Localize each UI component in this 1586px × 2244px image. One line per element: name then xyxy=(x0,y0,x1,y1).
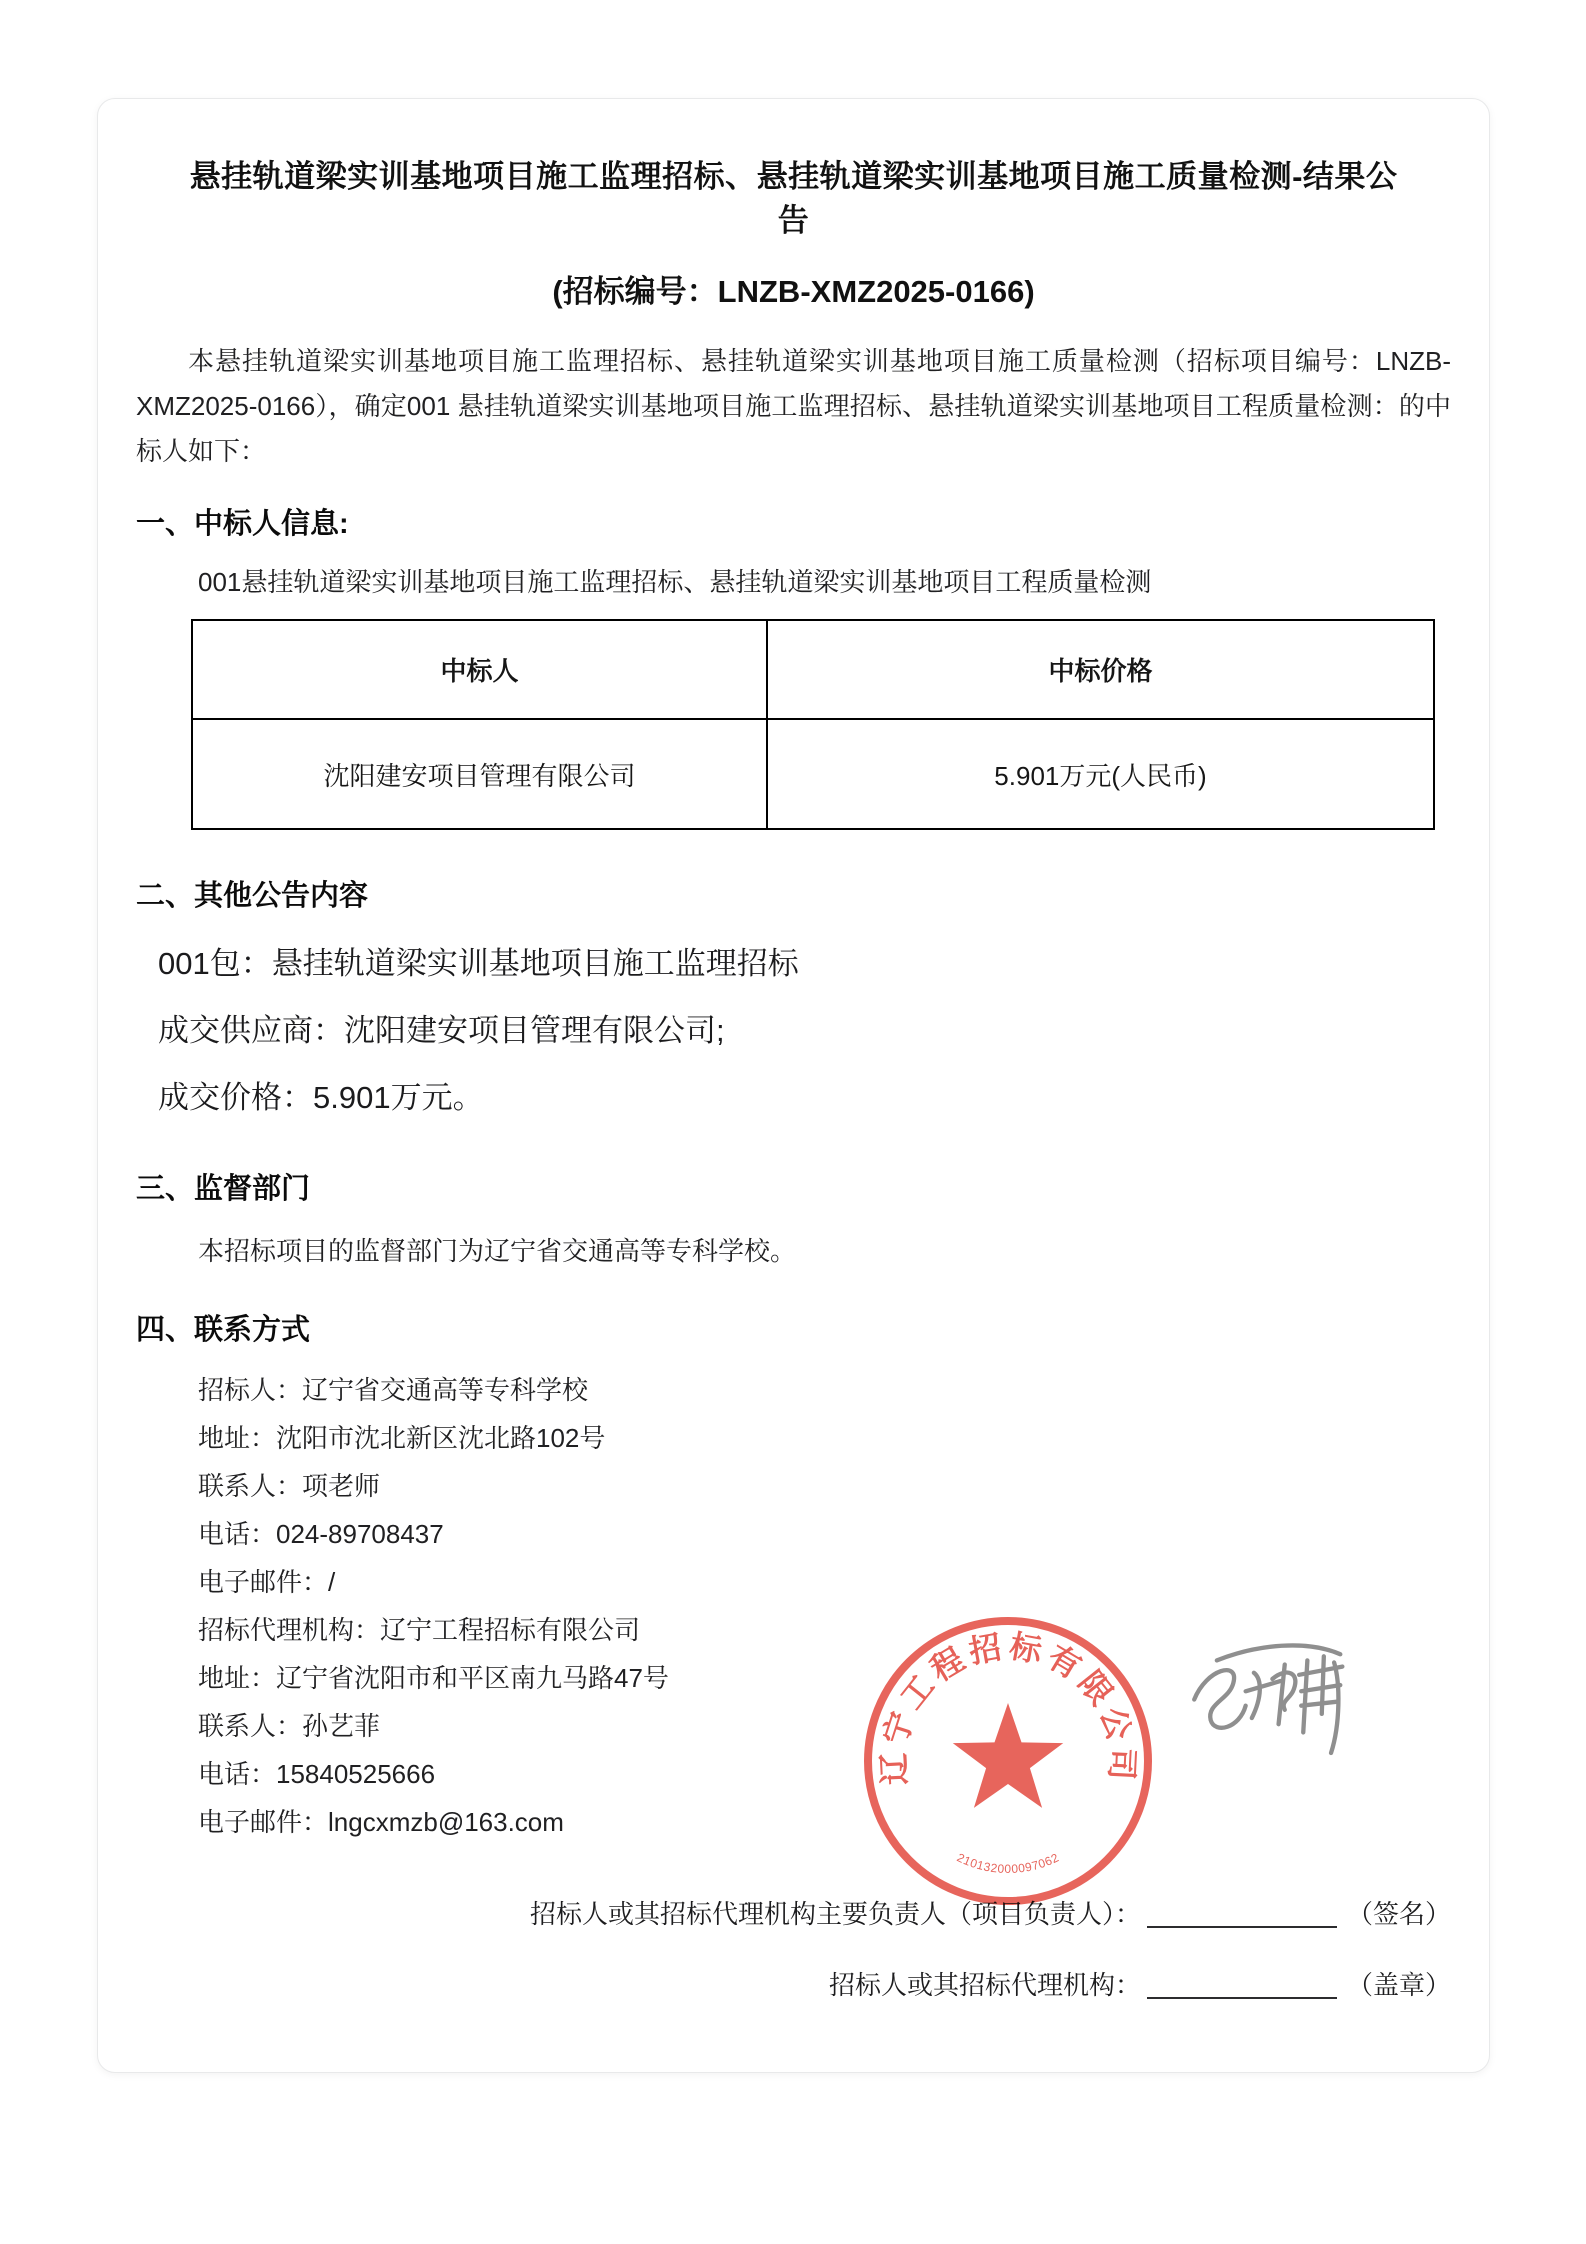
winner-table-header-row xyxy=(192,620,1434,719)
winner-table xyxy=(191,619,1435,830)
contact-line: 联系人：孙艺菲 xyxy=(198,1711,381,1741)
signoff-seal-label: 招标人或其招标代理机构： xyxy=(828,1970,1141,2000)
tender-number: (招标编号：LNZB-XMZ2025-0166) xyxy=(552,274,1035,309)
announcement-title: 悬挂轨道梁实训基地项目施工监理招标、悬挂轨道梁实训基地项目施工质量检测-结果公告 xyxy=(189,159,1398,238)
winner-package-title: 001悬挂轨道梁实训基地项目施工监理招标、悬挂轨道梁实训基地项目工程质量检测 xyxy=(198,567,1152,597)
contact-line: 地址：沈阳市沈北新区沈北路102号 xyxy=(198,1423,606,1453)
section-other-heading: 二、其他公告内容 xyxy=(136,880,369,912)
seal-blank-line xyxy=(1147,1969,1337,1999)
winner-name-cell: 沈阳建安项目管理有限公司 xyxy=(192,719,767,829)
contact-line: 电话：024-89708437 xyxy=(198,1519,444,1549)
contact-line: 招标人：辽宁省交通高等专科学校 xyxy=(198,1375,589,1405)
price-line: 成交价格：5.901万元。 xyxy=(158,1080,484,1115)
winner-price-cell: 5.901万元(人民币) xyxy=(767,719,1434,829)
contact-line: 电话：15840525666 xyxy=(198,1759,436,1789)
other-announcement-content xyxy=(136,930,1451,1131)
signoff-signature-suffix: （签名） xyxy=(1346,1899,1451,1929)
contact-line: 地址：辽宁省沈阳市和平区南九马路47号 xyxy=(198,1663,669,1693)
winner-table-header-bidder: 中标人 xyxy=(192,620,767,719)
seal-registration-code: 210132000097062 xyxy=(954,1850,1062,1877)
section-winner-heading: 一、中标人信息: xyxy=(136,508,349,540)
winner-table-header-price: 中标价格 xyxy=(767,620,1434,719)
signoff-signature-row xyxy=(136,1894,1451,1931)
section-supervision-heading: 三、监督部门 xyxy=(136,1173,311,1205)
contact-info-list xyxy=(136,1366,1451,1846)
supervision-body: 本招标项目的监督部门为辽宁省交通高等专科学校。 xyxy=(198,1236,797,1266)
signoff-seal-suffix: （盖章） xyxy=(1346,1970,1451,2000)
contact-line: 电子邮件：/ xyxy=(198,1567,336,1597)
seal-company-name: 辽宁工程招标有限公司 xyxy=(875,1627,1141,1786)
section-contact-heading: 四、联系方式 xyxy=(136,1314,311,1346)
signoff-seal-row xyxy=(136,1965,1451,2002)
supplier-line: 成交供应商：沈阳建安项目管理有限公司; xyxy=(158,1013,725,1048)
announcement-card xyxy=(97,98,1490,2073)
signature-blank-line xyxy=(1147,1898,1337,1928)
winner-table-row xyxy=(192,719,1434,829)
contact-line: 联系人：项老师 xyxy=(198,1471,381,1501)
intro-paragraph: 本悬挂轨道梁实训基地项目施工监理招标、悬挂轨道梁实训基地项目施工质量检测（招标项目编号：LNZB-XMZ2025-0166），确定001 悬挂轨道梁实训基地项目施工监理招标、悬挂轨道梁实训基地项目工程质量检测：的中标人如下： xyxy=(136,346,1451,466)
signoff-signature-label: 招标人或其招标代理机构主要负责人（项目负责人）： xyxy=(529,1899,1141,1929)
svg-text:210132000097062 xyxy=(955,1850,1062,1876)
contact-line: 招标代理机构：辽宁工程招标有限公司 xyxy=(198,1615,641,1645)
package-line: 001包：悬挂轨道梁实训基地项目施工监理招标 xyxy=(158,946,799,981)
contact-line: 电子邮件：lngcxmzb@163.com xyxy=(198,1807,564,1837)
